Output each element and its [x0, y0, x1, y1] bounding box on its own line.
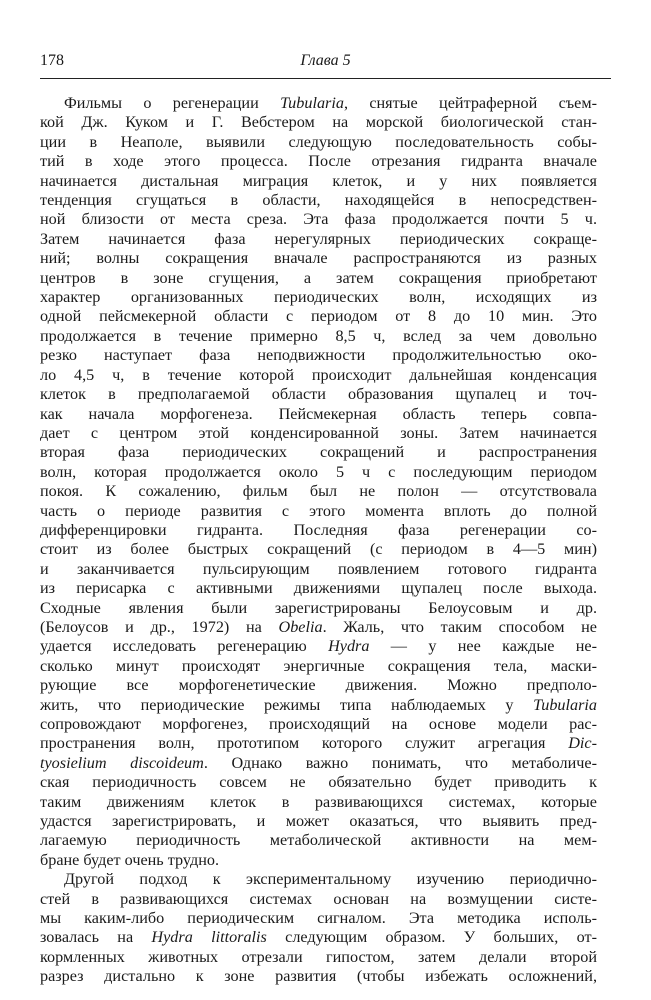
text-line [40, 521, 597, 540]
header-rule [40, 78, 611, 79]
text-line [40, 754, 597, 773]
text-span: мы каким-либо периодическим сигналом. Эта методика исполь- [40, 909, 597, 928]
text-span: сопровождают морфогенез, происходящий на основе модели рас- [40, 715, 597, 733]
text-span: ская периодичность совсем не обязательно будет приводить к [40, 773, 597, 792]
text-line [40, 152, 597, 171]
text-line [40, 210, 597, 229]
text-span: ло 4,5 ч, в течение которой происходит дальнейшая конденсация [40, 365, 597, 384]
text-span: часть о периоде развития с этого момента вплоть до полной [40, 501, 597, 520]
text-line [40, 657, 597, 676]
text-span: ной близости от места среза. Эта фаза продолжается почти 5 ч. [40, 210, 597, 229]
text-line [40, 579, 597, 598]
text-line [40, 443, 597, 462]
text-span: — у нее каждые не- [369, 637, 597, 656]
page-number: 178 [40, 52, 64, 69]
text-span: кой Дж. Куком и Г. Вебстером на морской биологической стан- [40, 113, 597, 132]
text-span: рующие все морфогенетические движения. Можно предполо- [40, 676, 597, 695]
text-line [40, 191, 597, 210]
text-line [40, 909, 597, 928]
text-line [40, 133, 597, 152]
text-line [40, 734, 597, 753]
text-line [40, 405, 597, 424]
text-line [40, 676, 597, 695]
text-line [40, 288, 597, 307]
italic-term: Tubularia [533, 695, 597, 714]
running-title: Глава 5 [300, 52, 351, 69]
text-span: центров в зоне сгущения, а затем сокращения приобретают [40, 268, 597, 287]
text-span: клеток в предполагаемой области образования щупалец и точ- [40, 385, 597, 404]
text-line [40, 948, 597, 967]
text-span: дифференцировки гидранта. Последняя фаза регенерации со- [40, 520, 597, 539]
text-span: стоит из более быстрых сокращений (с периодом в 4—5 мин) [40, 540, 597, 559]
text-span: следующим образом. У больших, от- [266, 928, 597, 947]
text-line [40, 113, 597, 132]
italic-term: Dic- [568, 734, 597, 753]
text-span: тенденция сгущаться в области, находящейся в непосредствен- [40, 191, 597, 210]
text-line [40, 94, 597, 113]
text-span: и заканчивается пульсирующим появлением готового гидранта [40, 559, 597, 578]
text-line [40, 346, 597, 365]
text-span: Фильмы о регенерации [64, 94, 281, 112]
text-span: волн, которая продолжается около 5 ч с последующим периодом [40, 462, 597, 481]
text-line [40, 424, 597, 443]
text-line [40, 870, 597, 889]
text-span: резко наступает фаза неподвижности продолжительностью око- [40, 346, 597, 365]
text-span: разрез дистально к зоне развития (чтобы избежать осложнений, [40, 967, 597, 986]
text-line [40, 928, 597, 947]
text-line [40, 831, 597, 850]
text-line [40, 230, 597, 249]
text-line [40, 269, 597, 288]
text-span: дает с центром этой конденсированной зоны. Затем начинается [40, 423, 597, 442]
text-span: удается исследовать регенерацию [40, 637, 329, 656]
text-span: ции в Неаполе, выявили следующую последовательность собы- [40, 132, 597, 151]
text-line [40, 172, 597, 191]
text-line [40, 599, 597, 618]
text-line [40, 385, 597, 404]
italic-term: Tubularia [280, 94, 344, 112]
text-span: Сходные явления были зарегистрированы Белоусовым и др. [40, 598, 597, 617]
body-text [40, 94, 597, 987]
text-line [40, 560, 597, 579]
text-span: , снятые цейтраферной съем- [343, 94, 597, 112]
text-span: пространения волн, прототипом которого служит агрегация [40, 734, 569, 753]
text-span: лагаемую периодичность метаболической активности на мем- [40, 831, 597, 850]
italic-term: Hydra [328, 637, 370, 656]
text-line [40, 637, 597, 656]
italic-term: Obelia [278, 617, 323, 636]
text-span: (Белоусов и др., 1972) на [40, 617, 279, 636]
text-line [40, 618, 597, 637]
text-line [40, 773, 597, 792]
text-span: бране будет очень трудно. [40, 850, 220, 869]
text-line [40, 967, 597, 986]
text-line [40, 851, 597, 870]
text-line [40, 327, 597, 346]
text-span: удастся зарегистрировать, и может оказаться, что выявить пред- [40, 812, 597, 831]
text-line [40, 482, 597, 501]
text-span: . Жаль, что таким способом не [322, 617, 597, 636]
text-span: характер организованных периодических волн, исходящих из [40, 288, 597, 307]
text-span: продолжается в течение примерно 8,5 ч, вслед за чем довольно [40, 326, 597, 345]
text-line [40, 463, 597, 482]
text-span: как начала морфогенеза. Пейсмекерная область теперь совпа- [40, 404, 597, 423]
text-span: сколько минут происходят энергичные сокращения тела, маски- [40, 656, 597, 675]
text-span: жить, что периодические режимы типа наблюдаемых у [40, 695, 534, 714]
text-line [40, 793, 597, 812]
text-span: ний; волны сокращения вначале распространяются из разных [40, 249, 597, 268]
text-span: из перисарка с активными движениями щупалец после выхода. [40, 579, 597, 598]
page-header [40, 52, 611, 72]
text-line [40, 502, 597, 521]
text-line [40, 307, 597, 326]
text-span: Другой подход к экспериментальному изучению периодично- [64, 870, 597, 889]
text-line [40, 696, 597, 715]
text-span: тий в ходе этого процесса. После отрезания гидранта вначале [40, 152, 597, 171]
text-line [40, 366, 597, 385]
text-span: таким движениям клеток в развивающихся системах, которые [40, 792, 597, 811]
text-span: покоя. К сожалению, фильм был не полон — отсутствовала [40, 482, 597, 501]
text-line [40, 540, 597, 559]
text-span: одной пейсмекерной области с периодом от 8 до 10 мин. Это [40, 307, 597, 326]
text-span: стей в развивающихся системах основан на возмущении систе- [40, 889, 597, 908]
text-span: . Однако важно понимать, что метаболиче- [203, 753, 598, 772]
italic-term: tyosielium discoideum [40, 753, 204, 772]
text-line [40, 890, 597, 909]
text-line [40, 715, 597, 734]
italic-term: Hydra littoralis [151, 928, 267, 947]
text-span: начинается дистальная миграция клеток, и у них появляется [40, 171, 597, 190]
text-span: зовалась на [40, 928, 152, 947]
text-span: кормленных животных отрезали гипостом, затем делали второй [40, 947, 597, 966]
text-span: вторая фаза периодических сокращений и распространения [40, 443, 597, 462]
text-line [40, 249, 597, 268]
text-line [40, 812, 597, 831]
text-span: Затем начинается фаза нерегулярных периодических сокраще- [40, 229, 597, 248]
